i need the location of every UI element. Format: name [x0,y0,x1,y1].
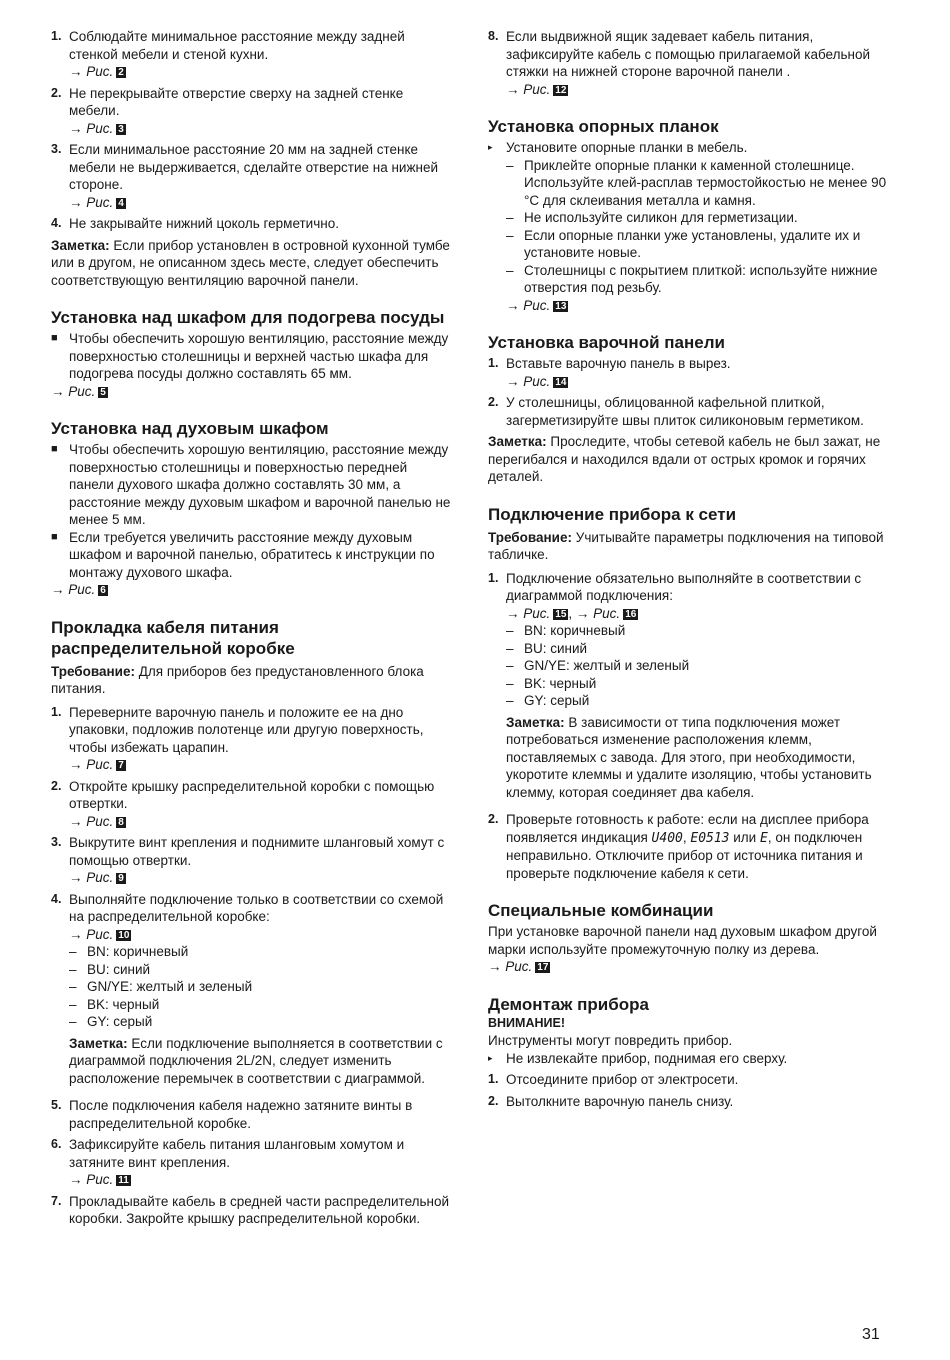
requirement-text: Для приборов без предустановленного блока питания. [51,663,424,696]
requirement [488,529,890,564]
dash-list [506,157,890,297]
step-number: 4. [51,216,62,230]
figure-reference: → Рис. 4 [69,194,124,210]
step-number: 6. [51,1137,62,1151]
list-item [488,394,890,429]
wire-list [69,943,451,1031]
list-item [51,1193,451,1228]
section-heading: Установка опорных планок [488,117,719,136]
dash-item: – Столешницы с покрытием плиткой: используйте нижние отверстия под резьбу. [506,262,878,295]
requirement-label: Требование: [51,663,135,679]
figure-number: 5 [100,386,106,398]
list-item [51,215,451,233]
step-number: 2. [488,395,499,409]
step-text: Не перекрывайте отверстие сверху на задней стенке мебели. [69,85,404,118]
figure-reference: → Рис. 10 [69,926,130,942]
list-item [488,811,890,882]
step-number: 3. [51,835,62,849]
figure-number: 3 [118,123,124,135]
bullet-text: Если требуется увеличить расстояние между духовым шкафом и варочной панелью, обратитесь к инструкции по монтажу духового шкафа. [69,529,435,580]
figure-number: 11 [118,1175,129,1186]
step-number: 2. [488,812,499,826]
wire-item: – GY: серый [69,1014,153,1029]
figure-reference: → Рис. 14 [506,373,567,389]
action-text: Установите опорные планки в мебель. [506,140,748,155]
section-heading: Специальные комбинации [488,901,714,920]
step-text: Откройте крышку распределительной коробки с помощью отвертки. [69,778,435,811]
list-item [488,28,890,98]
step-text: Если выдвижной ящик задевает кабель питания, зафиксируйте кабель с помощью прилагаемой кабельной стяжки на нижней стороне варочной панели . [506,29,871,79]
warning-label: ВНИМАНИЕ! [488,1015,565,1030]
list-item [51,28,451,81]
wire-item: – BN: коричневый [69,944,189,959]
list-item [51,891,451,1094]
requirement-label: Требование: [488,529,572,545]
step-number: 7. [51,1193,62,1208]
action-item [488,139,890,314]
wire-item: – BK: черный [506,675,597,691]
step-text: Выкрутите винт крепления и поднимите шланговый хомут с помощью отвертки. [69,835,445,868]
list-item [51,1097,451,1132]
step-number: 1. [51,29,62,43]
note-text: Если подключение выполняется в соответствии с диаграммой подключения 2L/2N, следует изменить расположение перемычек в соответствии с диаграммой. [69,1035,443,1086]
note-label: Заметка: [51,237,110,253]
figure-number: 13 [555,300,567,312]
list-item [51,834,451,887]
dash-item: – Не используйте силикон для герметизации. [506,210,798,225]
display-code: E [759,830,768,846]
step-number: 1. [488,570,499,585]
list-item [51,778,451,831]
note [51,237,451,290]
display-code: E0513 [690,830,730,846]
bullet-text: Чтобы обеспечить хорошую вентиляцию, расстояние между поверхностью столешницы и поверхностью передней панели духового шкафа должно составлять 30 мм, а расстояние между духовым шкафом и варочной панелью не менее 5 мм. [69,442,451,527]
figure-reference: → Рис. 2 [69,64,124,79]
figure-number: 8 [118,816,124,828]
figure-number: 4 [118,197,124,209]
section-heading: Демонтаж прибора [488,994,649,1014]
step-text: Подключение обязательно выполняйте в соответствии с диаграммой подключения: [506,570,862,603]
wire-item: – BU: синий [69,961,151,977]
square-bullet-icon: ■ [51,530,58,543]
requirement-text: Учитывайте параметры подключения на типовой табличке. [488,529,884,562]
section-heading: Подключение прибора к сети [488,504,737,524]
note [506,714,890,802]
step-number: 2. [488,1093,499,1108]
figure-reference: → Рис. 5 [51,383,106,399]
step-number: 2. [51,85,62,100]
figure-number: 15 [555,608,567,620]
list-item [488,355,890,390]
section-heading: Прокладка кабеля питания распределительной коробке [51,617,295,658]
figure-number: 16 [625,608,637,620]
figure-reference: → Рис. 3 [69,120,124,136]
list-item [51,85,451,138]
step-number: 4. [51,891,62,906]
square-bullet-icon: ■ [51,443,58,455]
wire-item: – GN/YE: желтый и зеленый [506,658,690,673]
step-text: Проверьте готовность к работе: если на дисплее прибора появляется индикация U400, E0513 или E, он подключен неправильно. Отключите прибор от источника питания и проверьте подключение кабеля к сети. [506,812,869,881]
warning-text: Инструменты могут повредить прибор. [488,1033,733,1048]
step-number: 1. [488,1072,499,1086]
bullet-text: Чтобы обеспечить хорошую вентиляцию, расстояние между поверхностью столешницы и верхней частью шкафа для подогрева посуды должно составлять 65 мм. [69,331,449,381]
wire-item: – GY: серый [506,693,590,708]
step-text: Если минимальное расстояние 20 мм на задней стенке мебели не выдерживается, сделайте отверстие на нижней стороне. [69,142,438,192]
figure-reference: → Рис. 12 [506,81,567,97]
note-label: Заметка: [488,434,547,449]
figure-reference: → Рис. 7 [69,757,124,772]
triangle-bullet-icon: ▸ [488,1052,493,1063]
figure-number: 2 [118,67,124,78]
step-text: Не закрывайте нижний цоколь герметично. [69,216,339,231]
requirement [51,663,451,698]
list-item [51,1136,451,1189]
figure-reference: → Рис. 17 [488,959,549,974]
figure-number: 10 [118,929,130,941]
paragraph: При установке варочной панели над духовым шкафом другой марки используйте промежуточную полку из дерева. [488,924,877,957]
left-column [51,28,451,1232]
figure-reference: → Рис. 8 [69,813,124,829]
note-label: Заметка: [506,714,565,730]
figure-reference: → Рис. 6 [51,582,106,597]
square-bullet-icon: ■ [51,332,58,344]
triangle-bullet-icon: ▸ [488,142,493,152]
section-heading: Установка над шкафом для подогрева посуды [51,308,445,327]
section-heading: Установка над духовым шкафом [51,419,329,438]
figure-number: 17 [537,962,549,973]
figure-number: 14 [555,376,567,388]
note-label: Заметка: [69,1035,128,1051]
display-code: U400 [651,830,683,846]
step-number: 2. [51,778,62,793]
figure-number: 6 [100,585,106,596]
figure-reference: → Рис. 15 , → Рис. 16 [506,605,637,621]
figure-reference: → Рис. 11 [69,1172,129,1187]
dash-item: – Если опорные планки уже установлены, удалите их и установите новые. [506,227,861,260]
wire-item: – GN/YE: желтый и зеленый [69,979,253,994]
action-item [488,1050,890,1068]
wire-item: – BK: черный [69,996,160,1012]
page-number: 31 [862,1326,880,1343]
step-number: 5. [51,1098,62,1112]
step-text: Переверните варочную панель и положите ее на дно упаковки, подложив полотенце или другую поверхность, чтобы избежать царапин. [69,704,424,755]
step-text: Вставьте варочную панель в вырез. [506,356,731,371]
list-item [51,141,451,211]
figure-reference: → Рис. 13 [506,297,567,313]
list-item [488,1093,890,1111]
wire-item: – BN: коричневый [506,623,626,638]
figure-number: 12 [555,84,567,96]
step-text: Отсоедините прибор от электросети. [506,1072,739,1087]
step-number: 8. [488,29,499,43]
bullet-item [51,330,451,383]
wire-item: – BU: синий [506,640,588,656]
action-text: Не извлекайте прибор, поднимая его сверху. [506,1050,788,1066]
bullet-item [51,441,451,529]
step-text: Соблюдайте минимальное расстояние между задней стенкой мебели и стеной кухни. [69,29,405,62]
step-text: Прокладывайте кабель в средней части распределительной коробки. Закройте крышку распределительной коробки. [69,1193,450,1226]
dash-item: – Приклейте опорные планки к каменной столешнице. Используйте клей-расплав термостойкостью не менее 90 °C для склеивания металла и камня. [506,157,887,208]
note-text: Проследите, чтобы сетевой кабель не был зажат, не перегибался и находился вдали от острых кромок и горячих деталей. [488,434,881,484]
step-text: После подключения кабеля надежно затяните винты в распределительной коробке. [69,1098,413,1131]
right-column [488,28,890,1114]
figure-number: 9 [118,873,124,884]
list-item [488,570,890,808]
note-text: Если прибор установлен в островной кухонной тумбе или в другом, не описанном здесь месте, следует обеспечить соответствующую вентиляцию варочной панели. [51,237,450,288]
list-item [51,704,451,774]
bullet-item [51,529,451,582]
note [69,1035,451,1088]
step-text: Выполняйте подключение только в соответствии со схемой на распределительной коробке: [69,891,444,924]
note-text: В зависимости от типа подключения может потребоваться изменение расположения клемм, поставляемых с завода. Для этого, при необходимости, укоротите клеммы и удалите изоляцию, чтобы установить клемму, которая соединяет два кабеля. [506,714,872,800]
step-number: 1. [51,704,62,719]
step-text: Вытолкните варочную панель снизу. [506,1093,734,1109]
section-heading: Установка варочной панели [488,333,725,352]
step-number: 1. [488,356,499,370]
figure-number: 7 [118,760,124,771]
step-text: У столешницы, облицованной кафельной плиткой, загерметизируйте швы плиток силиконовым герметиком. [506,395,864,428]
list-item [488,1071,890,1089]
step-text: Зафиксируйте кабель питания шланговым хомутом и затяните винт крепления. [69,1137,405,1170]
wire-list [506,622,890,710]
step-number: 3. [51,142,62,156]
note [488,433,890,486]
figure-reference: → Рис. 9 [69,870,124,885]
